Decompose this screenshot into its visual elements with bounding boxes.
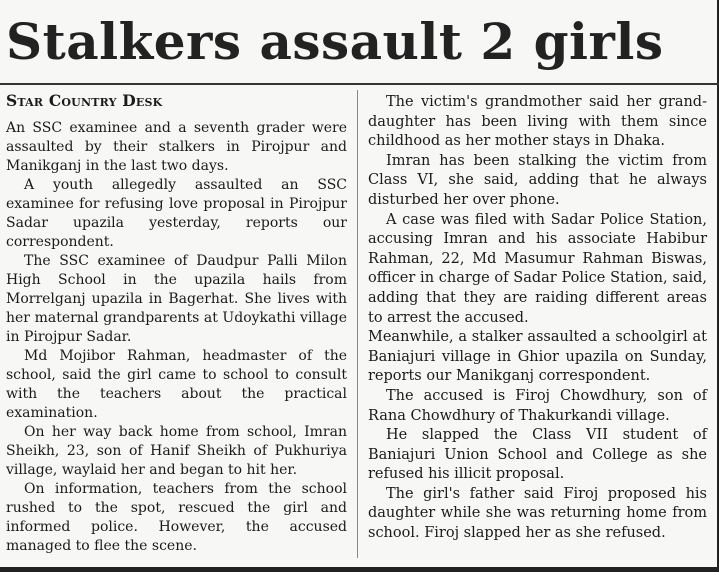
paragraph: A youth allegedly assaulted an SSC examinee for refusing love proposal in Pirojpur Sadar upazila yesterday, reports our correspondent. <box>6 177 347 250</box>
paragraph: An SSC examinee and a seventh grader were assaulted by their stalkers in Pirojpur and Manikganj in the last two days. <box>6 120 347 174</box>
paragraph: The victim's grandmother said her grand-daughter has been living with them since childhood as her mother stays in Dhaka. <box>368 94 707 150</box>
paragraph: Md Mojibor Rahman, headmaster of the school, said the girl came to school to consult with the teachers about the practical examination. <box>6 348 347 421</box>
bottom-border <box>0 567 719 570</box>
paragraph: Imran has been stalking the victim from Class VI, she said, adding that he always disturbed her over phone. <box>368 152 707 208</box>
paragraph: A case was filed with Sadar Police Station, accusing Imran and his associate Habibur Rahman, 22, Md Masumur Rahman Biswas, officer in charge of Sadar Police Station, said, adding that they are raiding different areas to arrest the accused. <box>368 211 707 326</box>
headline: Stalkers assault 2 girls <box>6 12 664 71</box>
paragraph: The SSC examinee of Daudpur Palli Milon High School in the upazila hails from Morrelganj upazila in Bagerhat. She lives with her maternal grandparents at Udoykathi village in Pirojpur Sadar. <box>6 253 347 345</box>
paragraph: Meanwhile, a stalker assaulted a schoolgirl at Baniajuri village in Ghior upazila on Sunday, reports our Manikganj correspondent. <box>368 329 707 385</box>
paragraph: On her way back home from school, Imran Sheikh, 23, son of Hanif Sheikh of Pukhuriya village, waylaid her and began to hit her. <box>6 424 347 478</box>
headline-rule <box>0 83 719 85</box>
paragraph: The girl's father said Firoj proposed his daughter while she was returning home from school. Firoj slapped her as she refused. <box>368 485 707 542</box>
paragraph: The accused is Firoj Chowdhury, son of Rana Chowdhury of Thakurkandi village. <box>368 387 707 424</box>
paragraph: On information, teachers from the school rushed to the spot, rescued the girl and informed police. However, the accused managed to flee the scene. <box>6 481 347 554</box>
article-column-left <box>6 88 347 556</box>
column-divider <box>357 90 358 558</box>
article-column-right <box>368 93 707 544</box>
paragraph: He slapped the Class VII student of Baniajuri Union School and College as she refused his illicit proposal. <box>368 427 707 483</box>
byline: Star Country Desk <box>6 91 163 110</box>
